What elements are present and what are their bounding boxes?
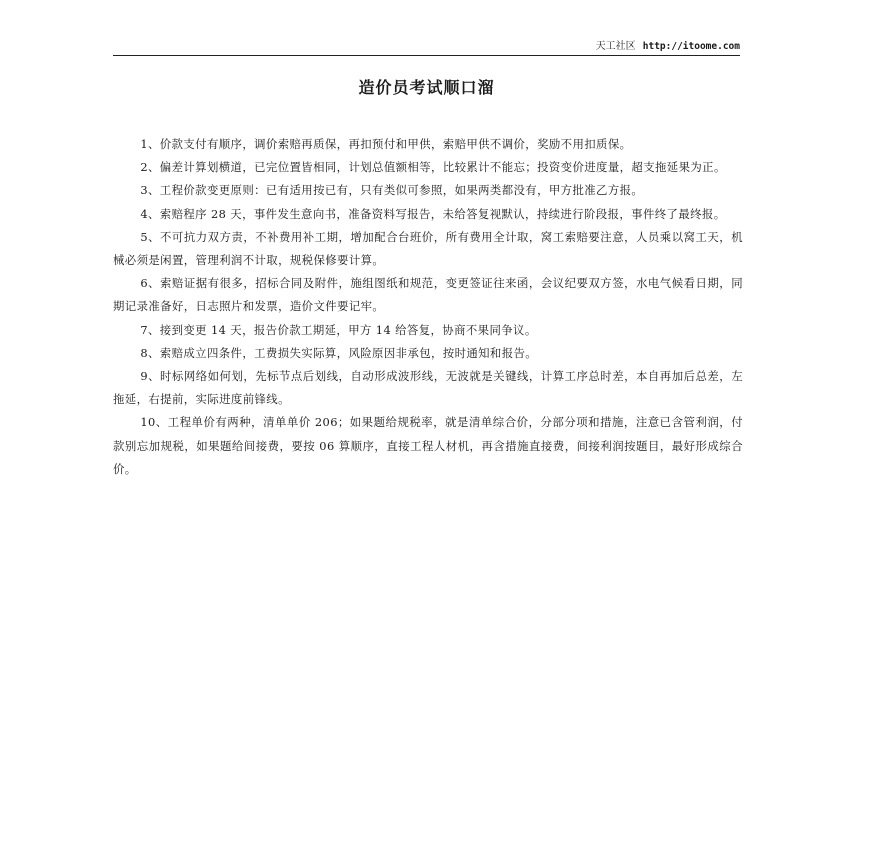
paragraph-1: 1、价款支付有顺序，调价索赔再质保，再扣预付和甲供，索赔甲供不调价，奖励不用扣质保。 [140,137,632,151]
paragraph-9: 9、时标网络如何划，先标节点后划线，自动形成波形线，无波就是关键线，计算工序总时差，本自再加后总差，左拖延，右提前，实际进度前锋线。 [113,369,743,407]
paragraph-4: 4、索赔程序 28 天，事件发生意向书，准备资料写报告，未给答复视默认，持续进行阶段报，事件终了最终报。 [140,206,726,221]
header-divider [113,55,740,56]
document-title: 造价员考试顺口溜 [358,78,495,97]
paragraph-10: 10、工程单价有两种，清单单价 206；如果题给规税率，就是清单综合价，分部分项和措施，注意已含管利润，付款别忘加规税，如果题给间接费，要按 06 算顺序，直接工程人材机，再含措施直接费，间接利润按题目，最好形成综合价。 [113,415,743,476]
paragraph-5: 5、不可抗力双方责，不补费用补工期，增加配合台班价，所有费用全计取，窝工索赔要注意，人员乘以窝工天，机械必须是闲置，管理利润不计取，规税保修要计算。 [113,229,743,268]
page-header [113,40,740,56]
header-site-name: 天工社区 [595,41,636,52]
paragraph-2: 2、偏差计算划横道，已完位置皆相同，计划总值额相等，比较累计不能忘；投资变价进度量，超支拖延果为正。 [140,160,726,175]
paragraph-3: 3、工程价款变更原则：已有适用按已有，只有类似可参照，如果两类都没有，甲方批准乙方报。 [140,183,644,198]
paragraph-6: 6、索赔证据有很多，招标合同及附件，施组图纸和规范，变更签证往来函，会议纪要双方签，水电气候看日期，同期记录准备好，日志照片和发票，造价文件要记牢。 [113,276,743,314]
document-body [113,133,743,481]
paragraph-8: 8、索赔成立四条件，工费损失实际算，风险原因非承包，按时通知和报告。 [140,345,538,360]
header-site-url[interactable]: http://itoome.com [642,41,740,52]
paragraph-7: 7、接到变更 14 天，报告价款工期延，甲方 14 给答复，协商不果同争议。 [140,322,537,337]
